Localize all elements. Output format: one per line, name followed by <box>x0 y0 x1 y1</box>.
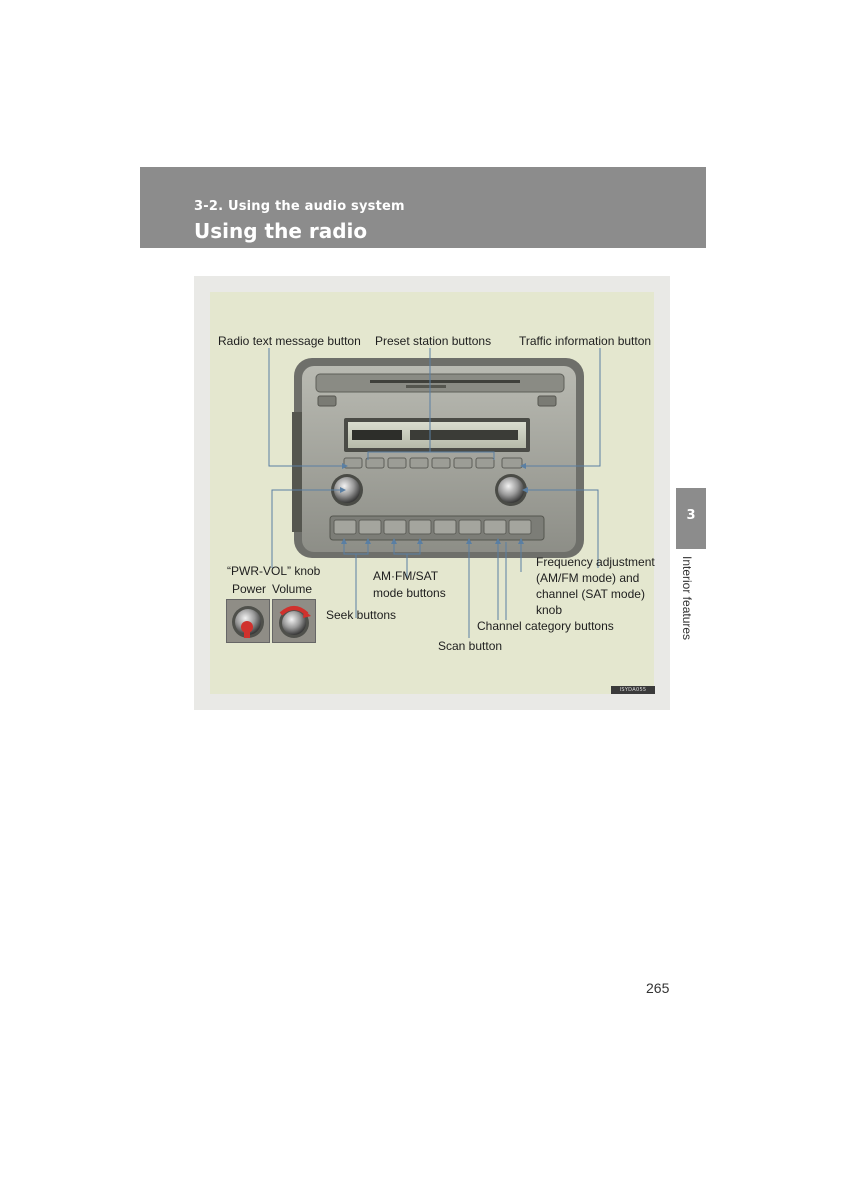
load-button <box>538 396 556 406</box>
section-header <box>140 167 706 248</box>
chapter-number: 3 <box>686 508 696 523</box>
label-traffic-button: Traffic information button <box>519 334 652 348</box>
page-title: Using the radio <box>194 219 368 243</box>
side-vent <box>292 412 302 532</box>
label-preset-buttons: Preset station buttons <box>375 334 492 348</box>
label-radio-text-button: Radio text message button <box>218 334 361 348</box>
label-frequency-line3: channel (SAT mode) <box>536 587 645 601</box>
volume-knob-photo <box>272 599 316 643</box>
chapter-tab[interactable] <box>676 488 706 549</box>
image-code: ISYDA055 <box>611 686 655 694</box>
label-seek-buttons: Seek buttons <box>326 608 397 622</box>
section-label: 3-2. Using the audio system <box>194 199 405 214</box>
label-power: Power <box>232 582 267 596</box>
chapter-label: Interior features <box>680 556 694 641</box>
cd-slot <box>370 380 520 383</box>
eject-button <box>318 396 336 406</box>
label-channel-category: Channel category buttons <box>477 619 614 633</box>
label-am-fm-sat-line2: mode buttons <box>373 586 446 600</box>
mode-button-row <box>330 516 544 540</box>
label-frequency-line1: Frequency adjustment <box>536 555 655 569</box>
label-frequency-line2: (AM/FM mode) and <box>536 571 640 585</box>
label-am-fm-sat-line1: AM·FM/SAT <box>373 569 439 583</box>
radio-figure-inner <box>210 292 654 694</box>
power-knob-photo <box>226 599 270 643</box>
page-number: 265 <box>646 980 670 996</box>
label-volume: Volume <box>272 582 313 596</box>
label-pwr-vol-knob: “PWR-VOL” knob <box>227 564 321 578</box>
radio-figure <box>194 276 670 710</box>
label-scan-button: Scan button <box>438 639 503 653</box>
label-frequency-line4: knob <box>536 603 563 617</box>
tune-knob <box>498 477 524 503</box>
